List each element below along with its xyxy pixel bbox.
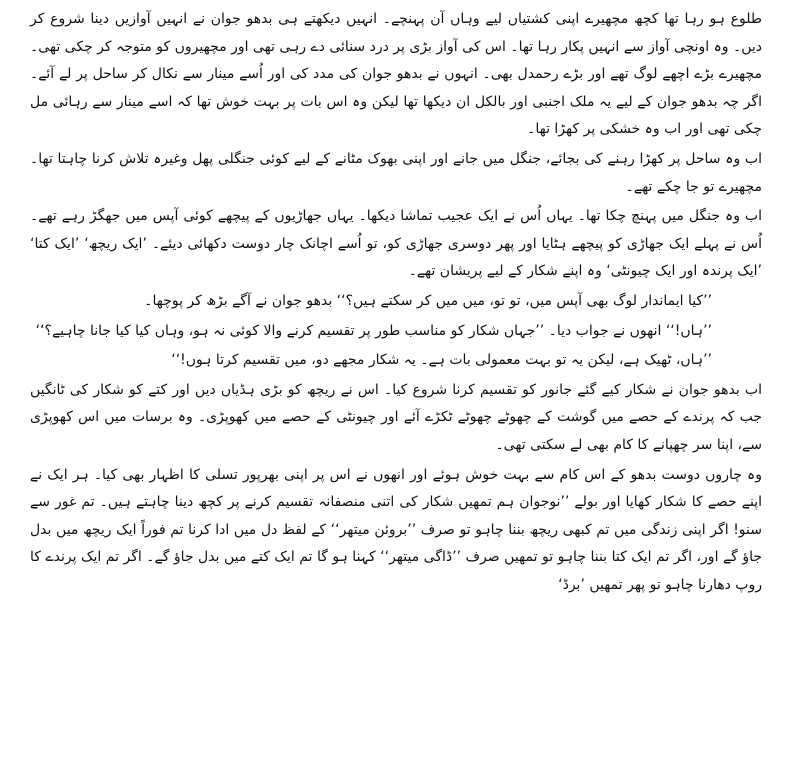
paragraph-2: اب وہ ساحل پر کھڑا رہنے کی بجائے، جنگل میں جانے اور اپنی بھوک مٹانے کے لیے کوئی جنگلی پھل وغیرہ تلاش کرنا چاہتا تھا۔ مچھیرے تو جا چکے تھے۔: [30, 150, 762, 195]
dialogue-3: ’’ہاں، ٹھیک ہے، لیکن یہ تو بہت معمولی بات ہے۔ یہ شکار مجھے دو، میں تقسیم کرتا ہوں!‘‘: [171, 352, 712, 369]
paragraph-5: وہ چاروں دوست بدھو کے اس کام سے بہت خوش ہوئے اور انھوں نے اس پر اپنی بھرپور تسلی کا اظہار بھی کیا۔ ہر ایک نے اپنے حصے کا شکار کھایا اور بولے ’’نوجوان ہم تمھیں شکار کی اتنی منصفانہ تقسیم کرنے پر کچھ دینا چاہتے ہیں۔ تم غور سے سنو! اگر اپنی زندگی میں تم کبھی ریچھ بننا چاہو تو صرف ’’بروئن میتھر‘‘ کے لفظ دل میں ادا کرنا تم فوراً ایک ریچھ میں بدل جاؤ گے اور، اگر تم ایک کتا بننا چاہو تو تمھیں صرف ’’ڈاگی میتھر‘‘ کہنا ہو گا تم ایک کتے میں بدل جاؤ گے۔ اگر تم ایک پرندے کا روپ دھارنا چاہو تو پھر تمھیں ’برڈ‘: [30, 466, 762, 593]
paragraph-4: اب بدھو جوان نے شکار کیے گئے جانور کو تقسیم کرنا شروع کیا۔ اس نے ریچھ کو بڑی ہڈیاں دیں اور کتے کو شکار کی ٹانگیں جب کہ پرندے کے حصے میں گوشت کے چھوٹے چھوٹے ٹکڑے آئے اور چیونٹی کے حصے میں کھوپڑی۔ وہ برسات میں اس کھوپڑی سے، اپنا سر چھپانے کا کام بھی لے سکتی تھی۔: [30, 381, 762, 453]
paragraph-1: طلوع ہو رہا تھا کچھ مچھیرے اپنی کشتیاں لیے وہاں آن پہنچے۔ انہیں دیکھتے ہی بدھو جوان نے انہیں آوازیں دینا شروع کر دیں۔ وہ اونچی آواز سے انہیں پکار رہا تھا۔ اس کی آواز بڑی پر درد سنائی دے رہی تھی اور مچھیروں کو متوجہ کر چکی تھی۔ مچھیرے بڑے اچھے لوگ تھے اور بڑے رحمدل بھی۔ انہوں نے بدھو جوان کی مدد کی اور اُسے مینار سے نکال کر ساحل پر لے آئے۔ اگر چہ بدھو جوان کے لیے یہ ملک اجنبی اور بالکل ان دیکھا تھا لیکن وہ اس بات پر بہت خوش تھا کہ اسے مینار سے رہائی مل چکی تھی اور اب وہ خشکی پر کھڑا تھا۔: [30, 11, 762, 138]
document-page: [30, 6, 762, 601]
paragraph-3: اب وہ جنگل میں پہنچ چکا تھا۔ یہاں اُس نے ایک عجیب تماشا دیکھا۔ یہاں جھاڑیوں کے پیچھے کوئی آپس میں جھگڑ رہے تھے۔ اُس نے پہلے ایک جھاڑی کو پیچھے ہٹایا اور پھر دوسری جھاڑی کو، تو اُسے اچانک چار دوست دکھائی دیئے۔ ’ایک ریچھ‘ ’ایک کتا‘ ’ایک پرندہ اور ایک چیونٹی‘ وہ اپنے شکار کے لیے پریشان تھے۔: [30, 208, 762, 280]
dialogue-2: ’’ہاں!‘‘ انھوں نے جواب دیا۔ ’’جہاں شکار کو مناسب طور پر تقسیم کرنے والا کوئی نہ ہو، وہاں کیا کیا جانا چاہیے؟‘‘: [35, 322, 712, 339]
dialogue-1: ’’کیا ایماندار لوگ بھی آپس میں، تو تو، میں میں کر سکتے ہیں؟‘‘ بدھو جوان نے آگے بڑھ کر پوچھا۔: [144, 292, 712, 309]
